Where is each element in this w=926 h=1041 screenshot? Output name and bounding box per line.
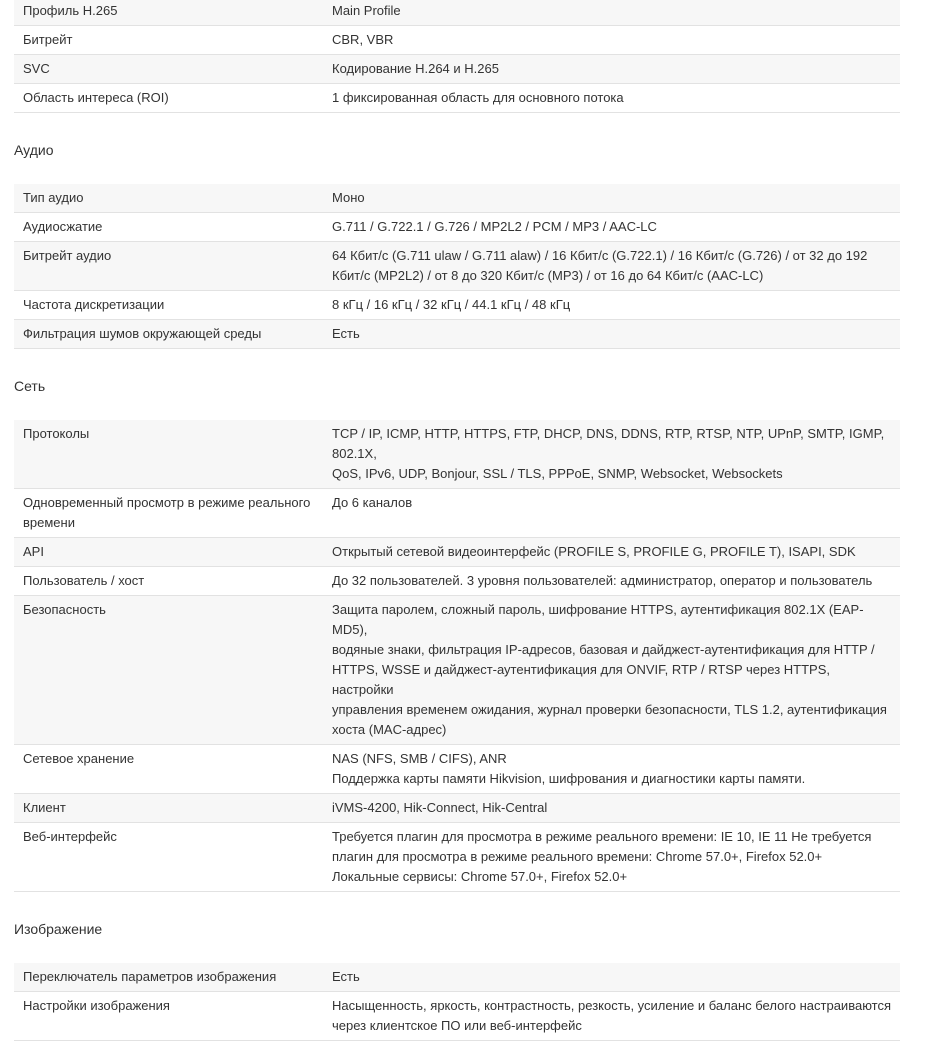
spec-key: Аудиосжатие	[14, 213, 323, 242]
spec-value-line: 8 кГц / 16 кГц / 32 кГц / 44.1 кГц / 48 кГц	[332, 297, 571, 312]
spec-value-line: Локальные сервисы: Chrome 57.0+, Firefox 52.0+	[332, 869, 628, 884]
spec-value-line: Защита паролем, сложный пароль, шифрование HTTPS, аутентификация 802.1X (EAP-MD5),	[332, 602, 864, 637]
spec-row	[14, 538, 900, 567]
spec-value	[323, 184, 900, 213]
spec-row	[14, 0, 900, 26]
spec-value-line: плагин для просмотра в режиме реального времени: Chrome 57.0+, Firefox 52.0+	[332, 849, 823, 864]
spec-value	[323, 0, 900, 26]
spec-key: Одновременный просмотр в режиме реального времени	[14, 489, 323, 538]
spec-value-line: CBR, VBR	[332, 32, 394, 47]
spec-value	[323, 992, 900, 1041]
spec-value-line: До 32 пользователей. 3 уровня пользователей: администратор, оператор и пользователь	[332, 573, 873, 588]
spec-value-line: Кбит/с (MP2L2) / от 8 до 320 Кбит/с (MP3) / от 16 до 64 Кбит/с (AAC-LC)	[332, 268, 764, 283]
spec-key: Частота дискретизации	[14, 291, 323, 320]
spec-sheet	[14, 0, 900, 1041]
spec-table	[14, 420, 900, 892]
spec-value-line: До 6 каналов	[332, 495, 413, 510]
spec-row	[14, 320, 900, 349]
spec-value-line: TCP / IP, ICMP, HTTP, HTTPS, FTP, DHCP, DNS, DDNS, RTP, RTSP, NTP, UPnP, SMTP, IGMP, 802.1X,	[332, 426, 885, 461]
section-title: Изображение	[14, 921, 103, 937]
spec-row	[14, 992, 900, 1041]
spec-key: Сетевое хранение	[14, 745, 323, 794]
spec-key: Профиль H.265	[14, 0, 323, 26]
spec-value-line: 64 Кбит/с (G.711 ulaw / G.711 alaw) / 16 Кбит/с (G.722.1) / 16 Кбит/с (G.726) / от 32 до 192	[332, 248, 868, 263]
spec-value-line: Требуется плагин для просмотра в режиме реального времени: IE 10, IE 11 Не требуется	[332, 829, 872, 844]
spec-value	[323, 26, 900, 55]
spec-row	[14, 26, 900, 55]
spec-value-line: водяные знаки, фильтрация IP-адресов, базовая и дайджест-аутентификация для HTTP /	[332, 642, 875, 657]
spec-key: Фильтрация шумов окружающей среды	[14, 320, 323, 349]
spec-value-line: Есть	[332, 326, 360, 341]
spec-value-line: iVMS-4200, Hik-Connect, Hik-Central	[332, 800, 548, 815]
spec-value-line: хоста (MAC-адрес)	[332, 722, 447, 737]
spec-table	[14, 963, 900, 1041]
spec-value-line: Насыщенность, яркость, контрастность, резкость, усиление и баланс белого настраиваются	[332, 998, 891, 1013]
spec-value-line: через клиентское ПО или веб-интерфейс	[332, 1018, 582, 1033]
section-title: Аудио	[14, 142, 54, 158]
spec-key: Область интереса (ROI)	[14, 84, 323, 113]
spec-key: Пользователь / хост	[14, 567, 323, 596]
spec-table	[14, 0, 900, 113]
spec-row	[14, 291, 900, 320]
spec-key: API	[14, 538, 323, 567]
spec-row	[14, 567, 900, 596]
spec-row	[14, 55, 900, 84]
spec-value-line: G.711 / G.722.1 / G.726 / MP2L2 / PCM / MP3 / AAC-LC	[332, 219, 657, 234]
spec-value	[323, 794, 900, 823]
spec-value-line: QoS, IPv6, UDP, Bonjour, SSL / TLS, PPPoE, SNMP, Websocket, Websockets	[332, 466, 783, 481]
spec-row	[14, 823, 900, 892]
spec-key: Переключатель параметров изображения	[14, 963, 323, 992]
spec-value-line: управления временем ожидания, журнал проверки безопасности, TLS 1.2, аутентификация	[332, 702, 887, 717]
spec-table	[14, 184, 900, 349]
spec-row	[14, 84, 900, 113]
spec-value	[323, 596, 900, 745]
spec-value	[323, 420, 900, 489]
spec-row	[14, 596, 900, 745]
spec-row	[14, 213, 900, 242]
spec-value-line: Есть	[332, 969, 360, 984]
spec-value-line: Поддержка карты памяти Hikvision, шифрования и диагностики карты памяти.	[332, 771, 806, 786]
spec-row	[14, 489, 900, 538]
spec-value	[323, 745, 900, 794]
spec-value	[323, 963, 900, 992]
spec-value-line: HTTPS, WSSE и дайджест-аутентификация для ONVIF, RTP / RTSP через HTTPS, настройки	[332, 662, 830, 697]
spec-row	[14, 963, 900, 992]
spec-value	[323, 489, 900, 538]
spec-key: Битрейт	[14, 26, 323, 55]
spec-value-line: Main Profile	[332, 3, 401, 18]
spec-value	[323, 242, 900, 291]
spec-value	[323, 213, 900, 242]
spec-value	[323, 823, 900, 892]
spec-key: Протоколы	[14, 420, 323, 489]
spec-key: Безопасность	[14, 596, 323, 745]
spec-value	[323, 55, 900, 84]
section-title: Сеть	[14, 378, 46, 394]
spec-value-line: Кодирование H.264 и H.265	[332, 61, 499, 76]
spec-row	[14, 745, 900, 794]
spec-row	[14, 184, 900, 213]
spec-value	[323, 567, 900, 596]
spec-value	[323, 291, 900, 320]
spec-key: Веб-интерфейс	[14, 823, 323, 892]
spec-row	[14, 420, 900, 489]
spec-row	[14, 794, 900, 823]
spec-row	[14, 242, 900, 291]
spec-value-line: Моно	[332, 190, 365, 205]
spec-key: Настройки изображения	[14, 992, 323, 1041]
spec-key: Битрейт аудио	[14, 242, 323, 291]
spec-key: Тип аудио	[14, 184, 323, 213]
spec-value	[323, 320, 900, 349]
spec-value-line: Открытый сетевой видеоинтерфейс (PROFILE S, PROFILE G, PROFILE T), ISAPI, SDK	[332, 544, 856, 559]
spec-value-line: 1 фиксированная область для основного потока	[332, 90, 624, 105]
spec-value	[323, 538, 900, 567]
spec-key: SVC	[14, 55, 323, 84]
spec-value	[323, 84, 900, 113]
spec-key: Клиент	[14, 794, 323, 823]
spec-value-line: NAS (NFS, SMB / CIFS), ANR	[332, 751, 507, 766]
